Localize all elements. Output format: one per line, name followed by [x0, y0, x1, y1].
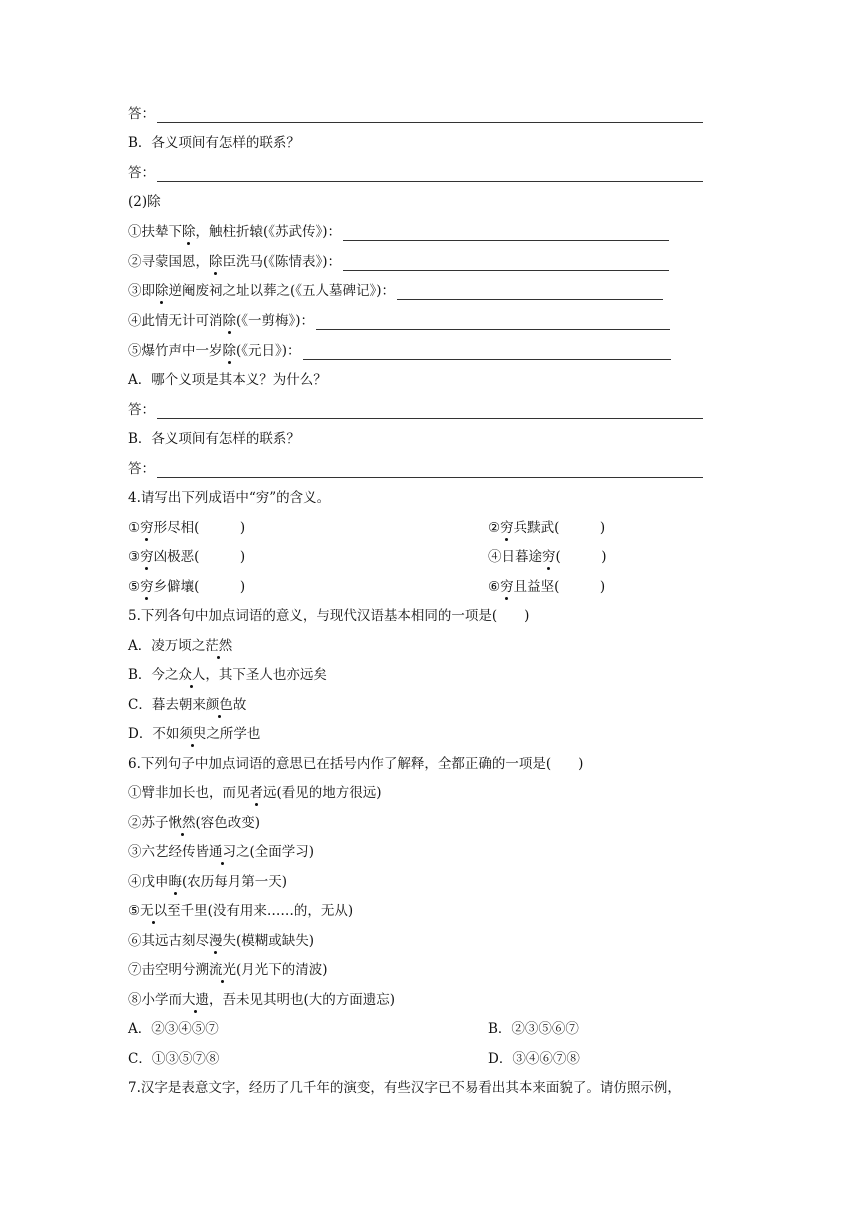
answer-blank[interactable]: [157, 465, 703, 478]
item-text: ，触柱折辕(《苏武传》)：: [195, 224, 342, 240]
answer-blank[interactable]: [343, 228, 669, 241]
answer-label: 答：: [128, 106, 155, 122]
choice-row: [128, 1020, 728, 1038]
idiom-item: ⑤穷乡僻壤( ): [128, 579, 246, 595]
dotted-word: 除: [155, 283, 169, 299]
dotted-word: 除: [222, 313, 236, 329]
dotted-word: 除: [182, 224, 196, 240]
dotted-word: 除: [209, 254, 223, 270]
answer-blank[interactable]: [157, 110, 703, 123]
question-b: [128, 430, 300, 448]
item-line: [128, 223, 669, 241]
q6-item: ①臂非加长也，而 见者远 (看见的地方很远): [128, 785, 382, 801]
option-c[interactable]: C．暮去朝来 颜色 故: [128, 697, 247, 713]
q6-item: ④戊申 晦 (农历每月第一天): [128, 874, 288, 890]
answer-label: 答：: [128, 402, 155, 418]
idiom-item: ③穷凶极恶( ): [128, 549, 246, 565]
choice-d[interactable]: D．③④⑥⑦⑧: [488, 1051, 580, 1067]
question-5-stem: [128, 607, 529, 625]
question-text: 5.下列各句中加点词语的意义，与现代汉语基本相同的一项是( ): [128, 608, 530, 624]
q6-item: ⑧小学而 大遗 ，吾未见其明也(大的方面遗忘): [128, 992, 396, 1008]
choice-b[interactable]: B．②③⑤⑥⑦: [488, 1021, 579, 1037]
choice-c[interactable]: C．①③⑤⑦⑧: [128, 1051, 220, 1067]
choice-row: [128, 1050, 728, 1068]
idiom-item: ④日暮途穷( ): [488, 549, 607, 565]
question-text: 7.汉字是表意文字，经历了几千年的演变，有些汉字已不易看出其本来面貌了。请仿照示例，: [128, 1080, 681, 1096]
idiom-item: ②穷兵黩武( ): [488, 520, 606, 536]
q6-item: ②苏子 愀然 (容色改变): [128, 815, 261, 831]
question-text: 4.请写出下列成语中“穷”的含义。: [128, 490, 331, 506]
question-text: B．各义项间有怎样的联系？: [128, 431, 300, 447]
idiom-row: [128, 519, 728, 537]
question-text: A．哪个义项是其本义？为什么？: [128, 372, 327, 388]
item-text: ①扶辇下: [128, 224, 182, 240]
q6-item: ⑤ 无以 至千里(没有用来……的，无从): [128, 903, 354, 919]
question-7-stem: [128, 1079, 681, 1097]
answer-blank[interactable]: [343, 258, 669, 271]
item-text: 逆阉废祠之址以葬之(《五人墓碑记》)：: [168, 283, 396, 299]
q6-item: ⑥其远古刻尽 漫 失(模糊或缺失): [128, 933, 315, 949]
question-4-stem: [128, 489, 330, 507]
item-line: [128, 342, 671, 360]
item-line: [128, 312, 670, 330]
sub-heading: [128, 193, 161, 211]
q6-item: ⑦击空明兮溯 流光 (月光下的清波): [128, 962, 328, 978]
answer-line: [128, 164, 703, 182]
answer-line: [128, 105, 703, 123]
q6-item: ③六艺经传皆 通习 之(全面学习): [128, 844, 315, 860]
question-b: [128, 134, 300, 152]
answer-blank[interactable]: [157, 169, 703, 182]
idiom-item: ⑥穷且益坚( ): [488, 579, 606, 595]
item-text: ④此情无计可消: [128, 313, 223, 329]
answer-blank[interactable]: [316, 317, 670, 330]
answer-blank[interactable]: [157, 406, 703, 419]
question-text: B．各义项间有怎样的联系？: [128, 135, 300, 151]
option-a[interactable]: A．凌万顷之 茫然: [128, 638, 233, 654]
item-text: ③即: [128, 283, 155, 299]
answer-label: 答：: [128, 461, 155, 477]
answer-blank[interactable]: [397, 287, 663, 300]
choice-a[interactable]: A．②③④⑤⑦: [128, 1021, 219, 1037]
item-text: 臣洗马(《陈情表》)：: [222, 254, 342, 270]
idiom-row: [128, 578, 728, 596]
answer-blank[interactable]: [303, 347, 671, 360]
answer-line: [128, 460, 703, 478]
item-line: [128, 282, 663, 300]
item-line: [128, 253, 669, 271]
option-b[interactable]: B．今之 众人 ，其下圣人也亦远矣: [128, 667, 327, 683]
option-d[interactable]: D．不如 须臾 之所学也: [128, 726, 261, 742]
dotted-word: 除: [222, 343, 236, 359]
question-a: [128, 371, 327, 389]
sub-heading-text: (2)除: [128, 194, 161, 210]
idiom-item: ①穷形尽相( ): [128, 520, 246, 536]
item-text: (《一剪梅》)：: [236, 313, 315, 329]
answer-line: [128, 401, 703, 419]
idiom-row: [128, 548, 728, 566]
answer-label: 答：: [128, 165, 155, 181]
item-text: ②寻蒙国恩，: [128, 254, 209, 270]
question-text: 6.下列句子中加点词语的意思已在括号内作了解释，全都正确的一项是( ): [128, 756, 584, 772]
item-text: ⑤爆竹声中一岁: [128, 343, 223, 359]
question-6-stem: [128, 755, 583, 773]
item-text: (《元日》)：: [236, 343, 301, 359]
